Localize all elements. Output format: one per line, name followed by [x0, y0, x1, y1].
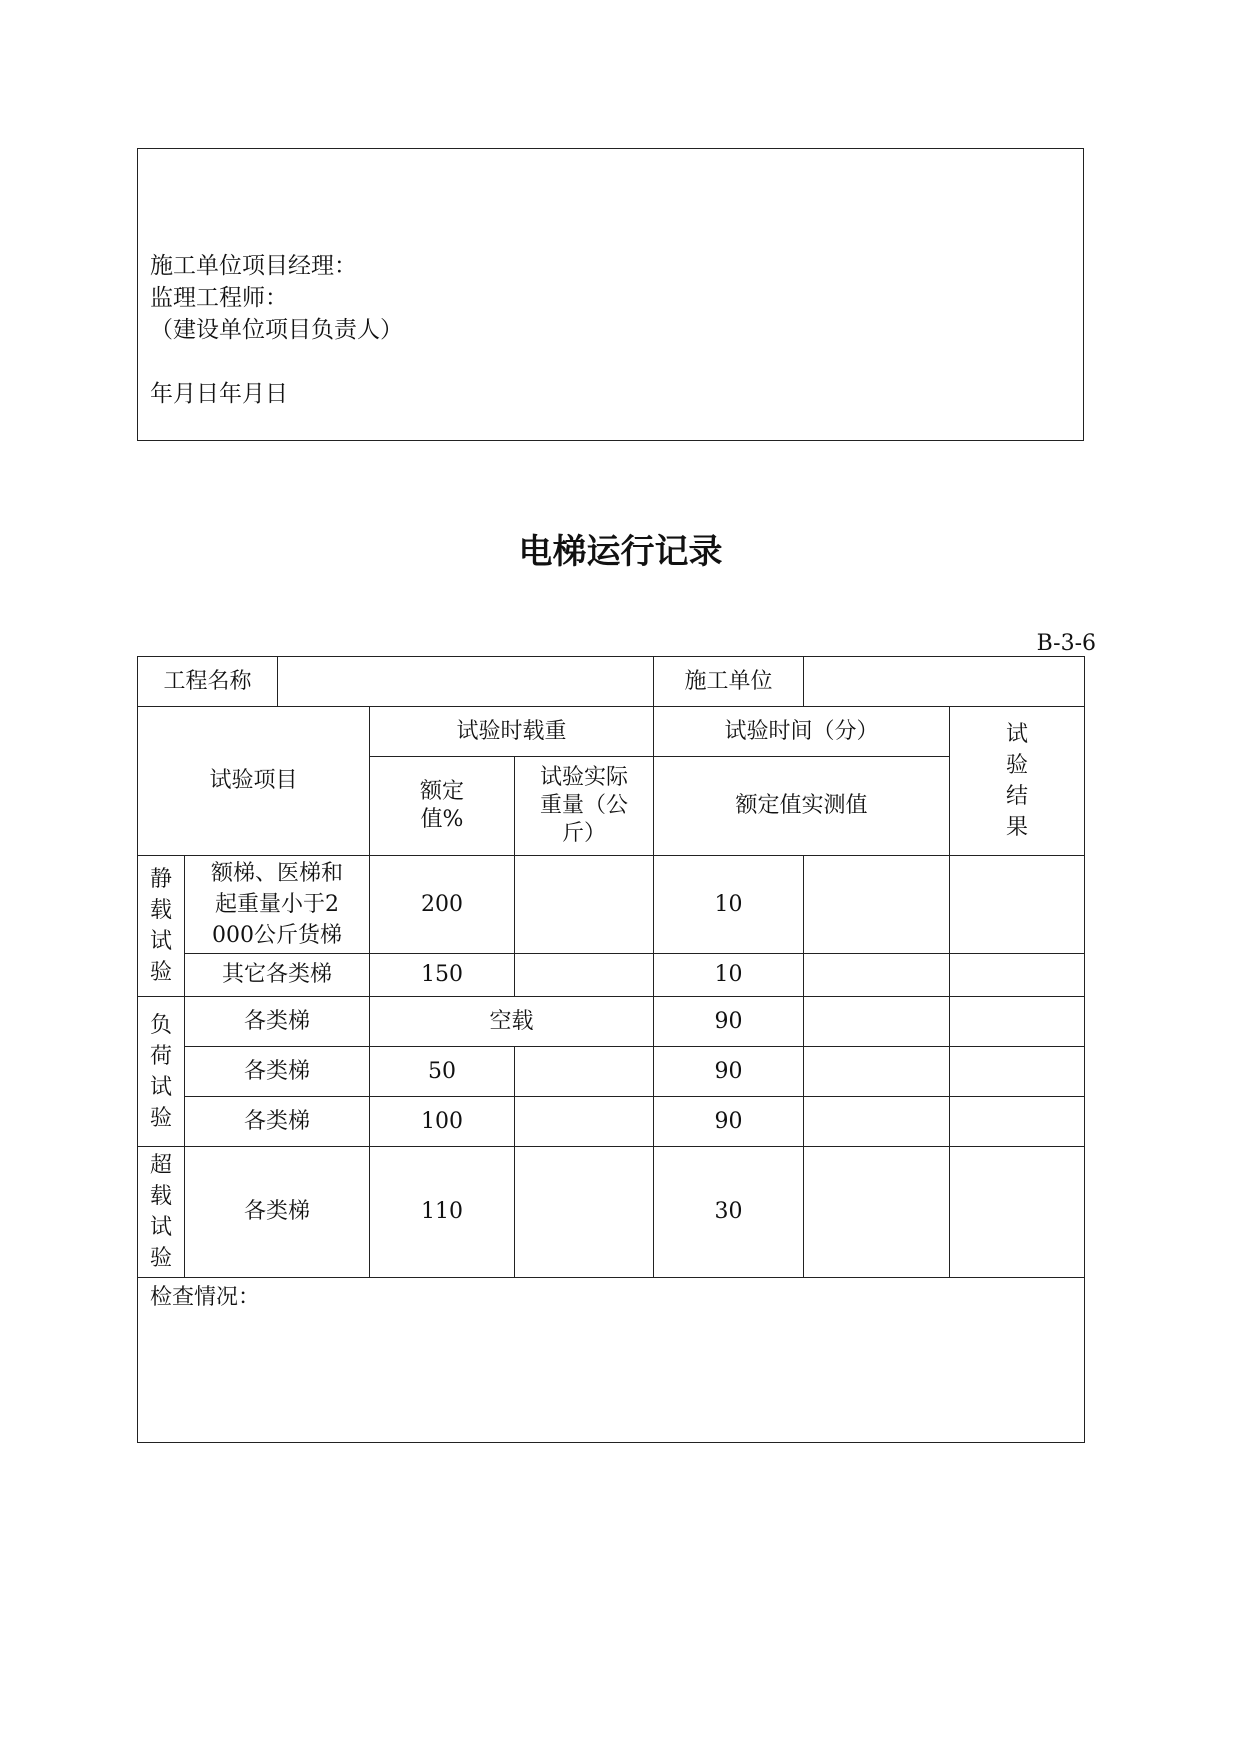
- test-item-cell: 其它各类梯: [185, 954, 370, 997]
- construction-unit-field[interactable]: [804, 657, 1085, 707]
- rated-pct-header-text: 额定值%: [420, 779, 465, 832]
- load-header: 试验时载重: [370, 707, 654, 757]
- actual-weight-header-text: 试验实际重量（公斤）: [540, 765, 629, 846]
- time-measured-cell[interactable]: [804, 997, 950, 1047]
- table-row: [138, 1047, 1085, 1097]
- result-header-text: 试验结果: [1006, 722, 1029, 840]
- static-group-label: [138, 856, 185, 997]
- rated-value-cell: 110: [370, 1147, 515, 1278]
- owner-signature-label: （建设单位项目负责人）: [150, 317, 403, 343]
- signature-date-label: 年月日年月日: [150, 381, 288, 407]
- test-item-cell: [185, 856, 370, 954]
- time-measured-cell[interactable]: [804, 856, 950, 954]
- actual-weight-cell[interactable]: [515, 856, 654, 954]
- result-header: [950, 707, 1085, 856]
- result-cell[interactable]: [950, 1147, 1085, 1278]
- load-group-label: [138, 997, 185, 1147]
- rated-value-cell: 150: [370, 954, 515, 997]
- test-item-cell: 各类梯: [185, 1147, 370, 1278]
- time-rated-cell: 90: [654, 1097, 804, 1147]
- result-cell[interactable]: [950, 1047, 1085, 1097]
- result-cell[interactable]: [950, 954, 1085, 997]
- time-header: 试验时间（分）: [654, 707, 950, 757]
- result-cell[interactable]: [950, 1097, 1085, 1147]
- table-row: [138, 1147, 1085, 1278]
- actual-weight-cell[interactable]: [515, 954, 654, 997]
- table-row: [138, 954, 1085, 997]
- static-group-text: 静载试验: [150, 867, 173, 985]
- time-measured-cell[interactable]: [804, 1097, 950, 1147]
- table-row: [138, 1278, 1085, 1443]
- time-measured-cell[interactable]: [804, 1147, 950, 1278]
- signature-box: [137, 148, 1084, 441]
- rated-value-cell: 空载: [370, 997, 654, 1047]
- rated-measured-header: 额定值实测值: [654, 757, 950, 856]
- rated-pct-header: [370, 757, 515, 856]
- test-item-cell: 各类梯: [185, 1097, 370, 1147]
- time-rated-cell: 90: [654, 997, 804, 1047]
- table-row: [138, 997, 1085, 1047]
- table-row: [138, 707, 1085, 757]
- overload-group-text: 超载试验: [150, 1153, 173, 1271]
- project-name-field[interactable]: [278, 657, 654, 707]
- test-item-cell: 各类梯: [185, 1047, 370, 1097]
- table-row: [138, 856, 1085, 954]
- result-cell[interactable]: [950, 856, 1085, 954]
- manager-signature-label: 施工单位项目经理：: [150, 253, 357, 279]
- actual-weight-cell[interactable]: [515, 1147, 654, 1278]
- supervisor-signature-label: 监理工程师：: [150, 285, 288, 311]
- project-name-label: 工程名称: [138, 657, 278, 707]
- time-measured-cell[interactable]: [804, 954, 950, 997]
- rated-value-cell: 100: [370, 1097, 515, 1147]
- load-group-text: 负荷试验: [150, 1012, 173, 1131]
- rated-value-cell: 200: [370, 856, 515, 954]
- time-rated-cell: 30: [654, 1147, 804, 1278]
- form-code: B-3-6: [1036, 631, 1096, 656]
- test-item-header: 试验项目: [138, 707, 370, 856]
- result-cell[interactable]: [950, 997, 1085, 1047]
- inspection-cell[interactable]: [138, 1278, 1085, 1443]
- table-row: [138, 657, 1085, 707]
- time-rated-cell: 10: [654, 856, 804, 954]
- test-item-cell: 各类梯: [185, 997, 370, 1047]
- page-title: 电梯运行记录: [518, 532, 723, 572]
- test-item-text: 额梯、医梯和起重量小于2000公斤货梯: [211, 861, 344, 948]
- rated-value-cell: 50: [370, 1047, 515, 1097]
- time-rated-cell: 10: [654, 954, 804, 997]
- actual-weight-header: [515, 757, 654, 856]
- inspection-label: 检查情况：: [150, 1285, 261, 1310]
- construction-unit-label: 施工单位: [654, 657, 804, 707]
- elevator-record-table: [137, 656, 1085, 1443]
- table-row: [138, 1097, 1085, 1147]
- actual-weight-cell[interactable]: [515, 1047, 654, 1097]
- overload-group-label: [138, 1147, 185, 1278]
- time-measured-cell[interactable]: [804, 1047, 950, 1097]
- actual-weight-cell[interactable]: [515, 1097, 654, 1147]
- time-rated-cell: 90: [654, 1047, 804, 1097]
